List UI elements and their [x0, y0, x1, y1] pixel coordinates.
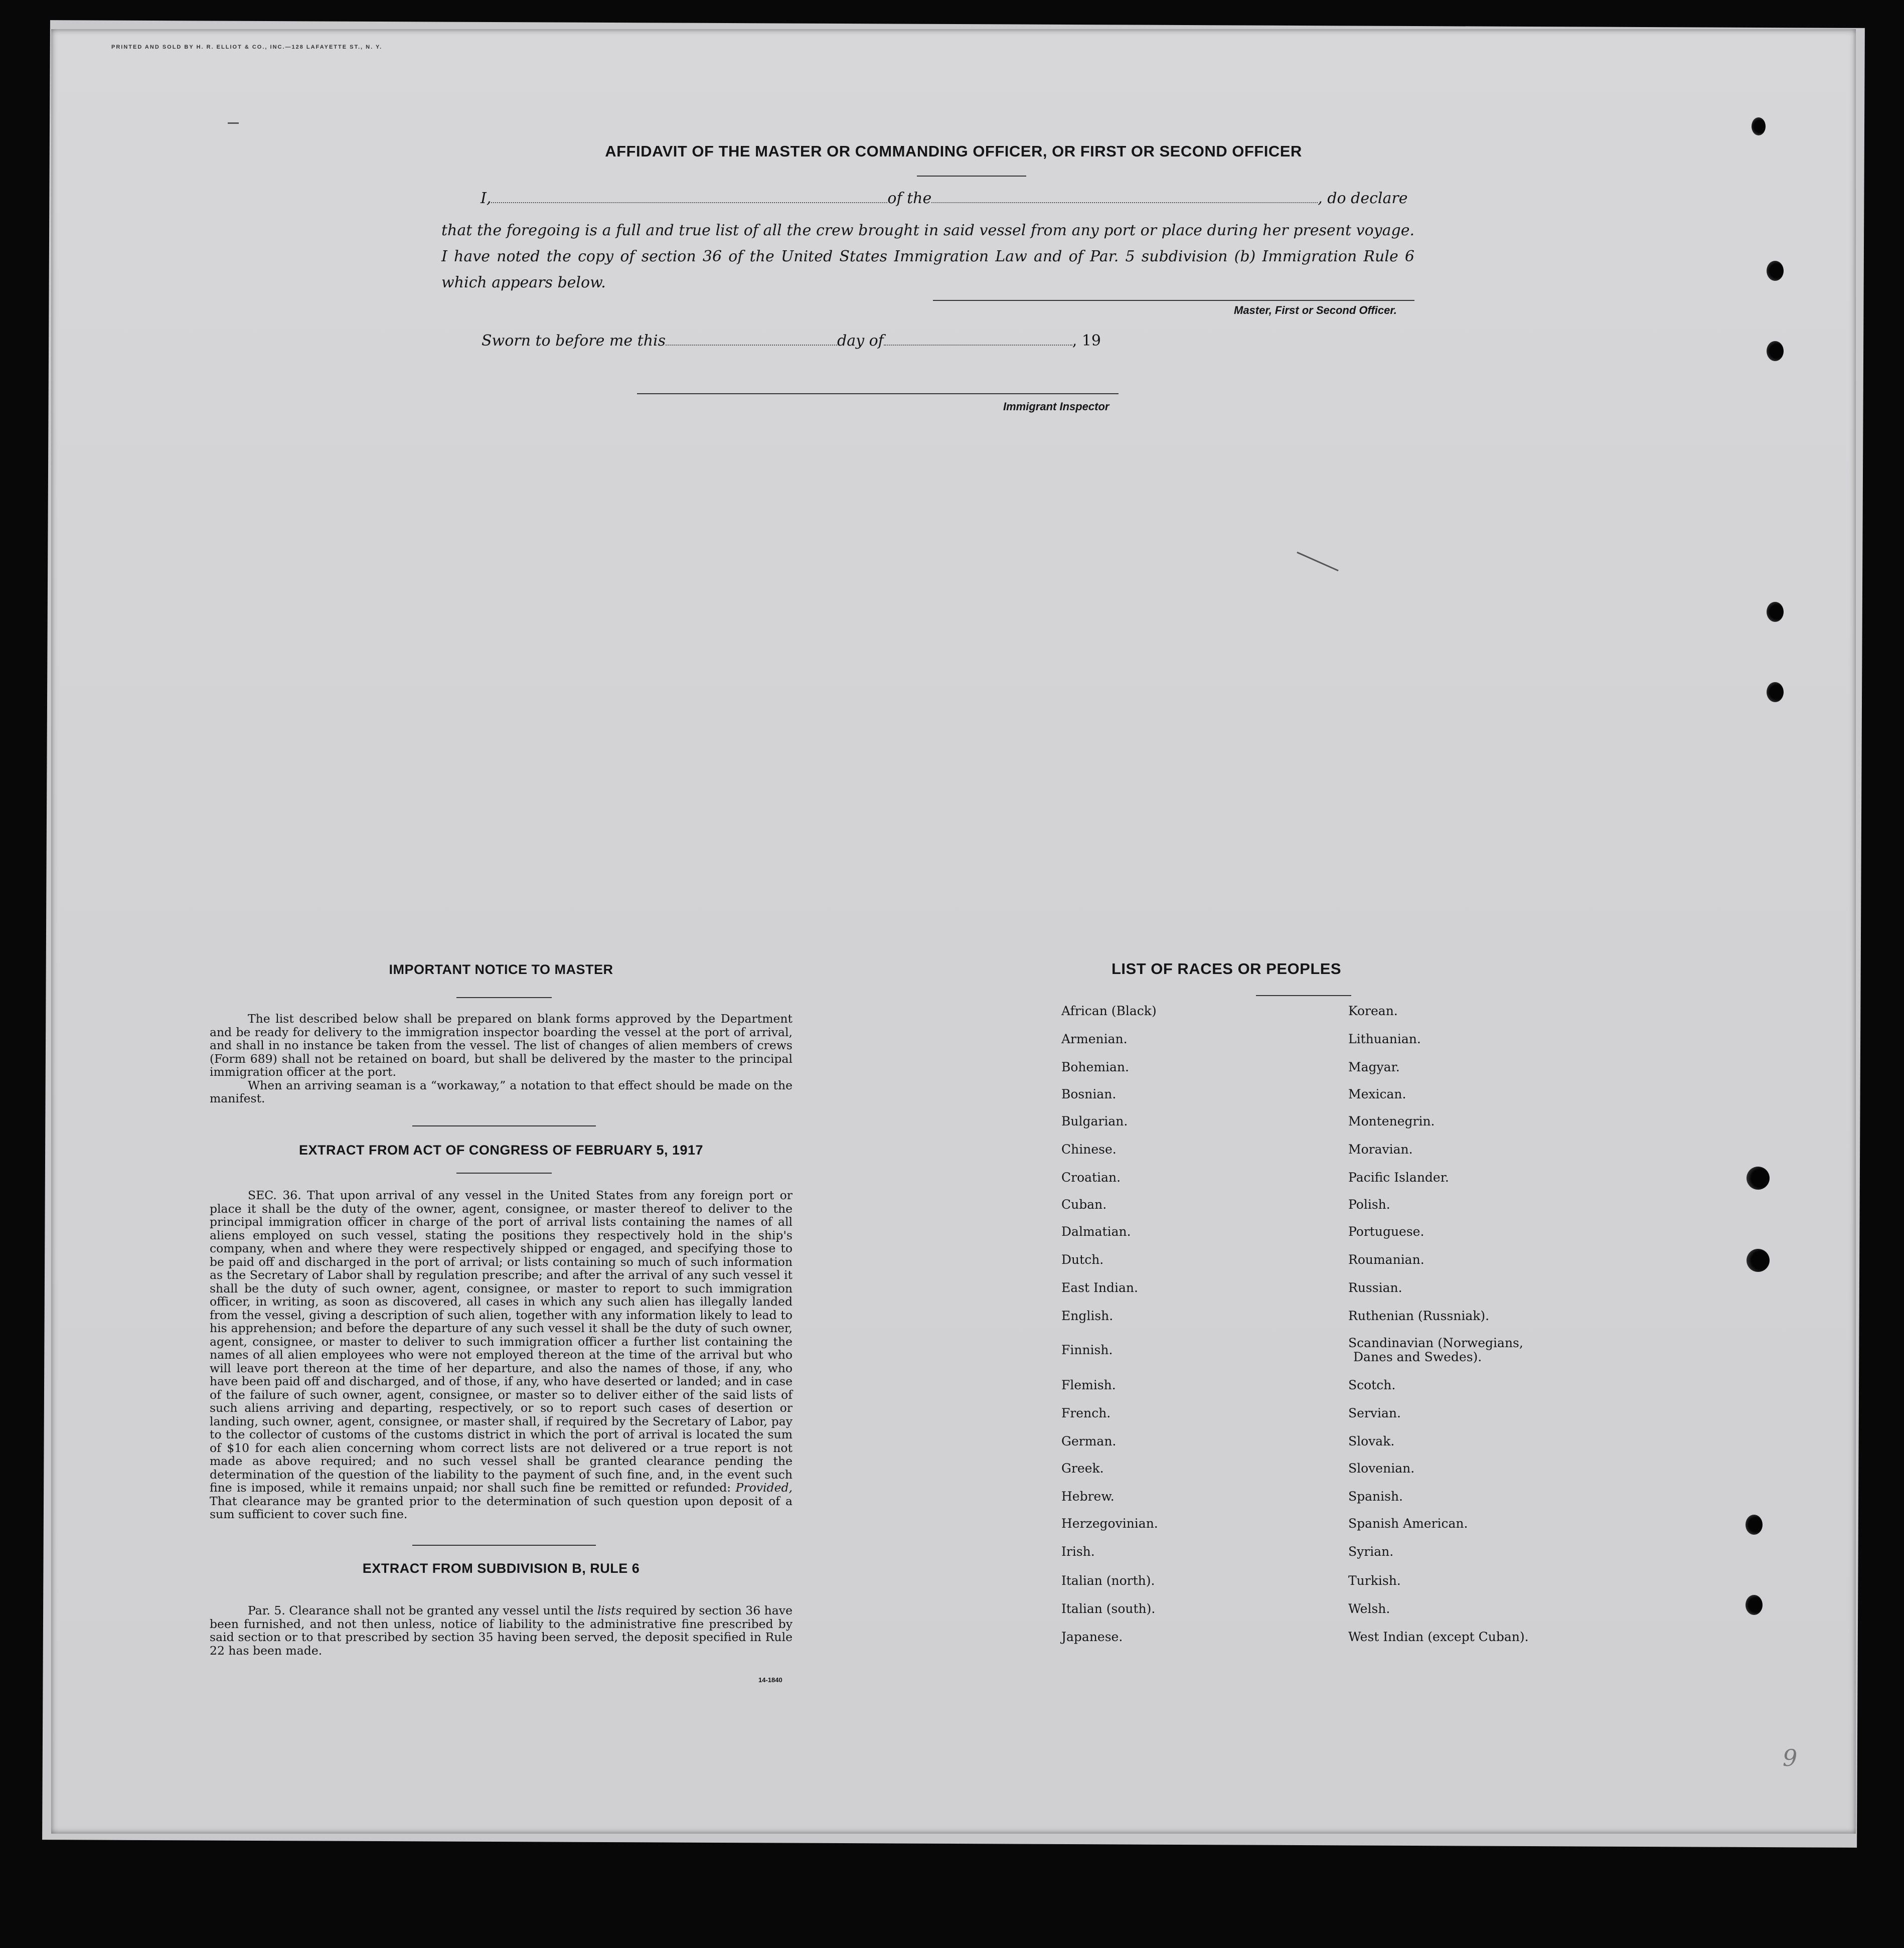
notice-rule: [456, 997, 552, 998]
act-proviso-text: That clearance may be granted prior to the determination of such question upon deposit of a sum sufficient to cover such fine.: [210, 1494, 792, 1521]
race-item: Scandinavian (Norwegians,: [1348, 1336, 1523, 1350]
race-item: Dutch.: [1061, 1252, 1104, 1267]
pencil-mark: [1297, 552, 1338, 571]
race-item: Pacific Islander.: [1348, 1170, 1449, 1185]
race-item: Scotch.: [1348, 1378, 1396, 1392]
race-item: Montenegrin.: [1348, 1114, 1435, 1128]
race-item: Moravian.: [1348, 1142, 1413, 1157]
race-item: Roumanian.: [1348, 1252, 1424, 1267]
punch-hole: [1752, 117, 1766, 135]
race-item: Irish.: [1061, 1544, 1095, 1559]
act-rule: [456, 1173, 552, 1174]
race-item: Korean.: [1348, 1004, 1398, 1018]
form-number: 14-1840: [758, 1676, 782, 1684]
race-item: Danes and Swedes).: [1353, 1350, 1482, 1364]
sworn-text: Sworn to before me this: [482, 332, 666, 350]
race-item: Turkish.: [1348, 1573, 1401, 1588]
race-item: Portuguese.: [1348, 1224, 1424, 1239]
punch-hole: [1767, 341, 1784, 361]
title-rule: [917, 176, 1026, 177]
sworn-month-field[interactable]: [884, 344, 1072, 346]
race-item: Italian (north).: [1061, 1573, 1155, 1588]
race-item: Slovak.: [1348, 1434, 1395, 1448]
notice-text: [210, 1012, 792, 1105]
act-section-36: [210, 1189, 792, 1521]
race-item: English.: [1061, 1309, 1114, 1323]
sworn-line: [482, 332, 1101, 350]
race-item: German.: [1061, 1434, 1117, 1448]
act-proviso: Provided,: [735, 1481, 792, 1495]
notice-divider: [412, 1125, 596, 1126]
race-item: Slovenian.: [1348, 1461, 1415, 1476]
race-item: Italian (south).: [1061, 1601, 1156, 1616]
sworn-day-of: day of: [837, 332, 884, 350]
race-item: Bohemian.: [1061, 1060, 1129, 1074]
rule-title: EXTRACT FROM SUBDIVISION B, RULE 6: [362, 1561, 640, 1576]
race-item: Bulgarian.: [1061, 1114, 1128, 1128]
race-item: Cuban.: [1061, 1197, 1107, 1212]
master-signature-label: Master, First or Second Officer.: [1234, 304, 1397, 316]
race-item: Finnish.: [1061, 1343, 1113, 1357]
race-item: Flemish.: [1061, 1378, 1116, 1392]
punch-hole: [1767, 261, 1784, 281]
race-item: East Indian.: [1061, 1280, 1138, 1295]
race-item: Magyar.: [1348, 1060, 1400, 1074]
declare-of-the: of the: [887, 190, 932, 207]
race-item: Syrian.: [1348, 1544, 1394, 1559]
affidavit-title: AFFIDAVIT OF THE MASTER OR COMMANDING OFFICER, OR FIRST OR SECOND OFFICER: [605, 142, 1302, 160]
race-item: Welsh.: [1348, 1601, 1390, 1616]
race-item: African (Black): [1061, 1004, 1157, 1018]
rule-text: [210, 1604, 792, 1657]
document-page: [51, 29, 1856, 1834]
race-item: Spanish.: [1348, 1489, 1403, 1504]
punch-hole: [1747, 1249, 1770, 1272]
vessel-field[interactable]: [931, 202, 1318, 203]
race-item: Russian.: [1348, 1280, 1402, 1295]
ink-mark: [228, 122, 239, 124]
rule-lists-word: lists: [597, 1603, 622, 1617]
declare-end: , do declare: [1318, 190, 1408, 207]
races-title: LIST OF RACES OR PEOPLES: [1112, 960, 1342, 978]
race-item: Croatian.: [1061, 1170, 1121, 1185]
rule-text-before: Par. 5. Clearance shall not be granted any vessel until the: [248, 1603, 594, 1617]
race-item: Mexican.: [1348, 1087, 1406, 1101]
act-text: [210, 1189, 792, 1521]
race-item: Servian.: [1348, 1406, 1401, 1420]
affidavit-statement: that the foregoing is a full and true list of all the crew brought in said vessel from any port or place during her present voyage. I have noted the copy of section 36 of the United States Immigration Law and of Par. 5 subdivision (b) Immigration Rule 6 which appears below.: [441, 222, 1414, 291]
race-item: Chinese.: [1061, 1142, 1117, 1157]
sworn-day-field[interactable]: [666, 344, 837, 346]
race-item: Lithuanian.: [1348, 1032, 1421, 1046]
punch-hole: [1746, 1595, 1763, 1615]
race-item: Dalmatian.: [1061, 1224, 1131, 1239]
races-rule: [1256, 995, 1351, 996]
race-item: Japanese.: [1061, 1630, 1123, 1644]
rule-paragraph: [210, 1604, 792, 1657]
rule-text-after: required by section 36 have been furnished, and not then unless, notice of liability to the administrative fine prescribed by said section or to that prescribed by section 35 having been served, the deposit specified in Rule 22 has been made.: [210, 1603, 792, 1658]
punch-hole: [1747, 1167, 1770, 1190]
master-signature-line[interactable]: [933, 300, 1414, 301]
inspector-signature-line[interactable]: [637, 393, 1119, 394]
printer-imprint: PRINTED AND SOLD BY H. R. ELLIOT & CO., INC.—128 LAFAYETTE ST., N. Y.: [111, 44, 383, 50]
punch-hole: [1767, 602, 1784, 622]
notice-title: IMPORTANT NOTICE TO MASTER: [389, 962, 613, 977]
sworn-year-prefix: , 19: [1072, 332, 1101, 350]
race-item: Hebrew.: [1061, 1489, 1115, 1504]
race-item: Spanish American.: [1348, 1516, 1468, 1531]
punch-hole: [1746, 1515, 1763, 1535]
notice-paragraph-1: The list described below shall be prepared on blank forms approved by the Department and be ready for delivery to the immigration inspector boarding the vessel at the port of arrival, and shall in no instance be taken from the vessel. The list of changes of alien members of crews (Form 689) shall not be retained on board, but shall be delivered by the master to the principal immigration officer at the port.: [210, 1012, 792, 1079]
act-divider: [412, 1545, 596, 1546]
race-item: Armenian.: [1061, 1032, 1128, 1046]
declare-i: I,: [481, 190, 492, 207]
race-item: French.: [1061, 1406, 1111, 1420]
race-item: Bosnian.: [1061, 1087, 1117, 1101]
inspector-label: Immigrant Inspector: [1003, 400, 1109, 413]
race-item: Ruthenian (Russniak).: [1348, 1309, 1490, 1323]
act-body: SEC. 36. That upon arrival of any vessel in the United States from any foreign port or place it shall be the duty of the owner, agent, consignee, or master thereof to deliver to the principal immigration officer in charge of the port of arrival lists containing the names of all aliens employed on such vessel, stating the positions they respectively hold in the ship's company, when and where they were respectively shipped or engaged, and specifying those to be paid off and discharged in the port of arrival; or lists containing so much of such information as the Secretary of Labor shall by regulation prescribe; and after the arrival of any such vessel it shall be the duty of such owner, agent, consignee, or master to report to such immigration officer, in writing, as soon as discovered, all cases in which any such alien has illegally landed from the vessel, giving a description of such alien, together with any information likely to lead to his apprehension; and before the departure of any such vessel it shall be the duty of such owner, agent, consignee, or master to deliver to such immigration officer a further list containing the names of all alien employees who were not employed thereon at the time of the arrival but who will leave port thereon at the time of her departure, and also the names of those, if any, who have been paid off and discharged, and of those, if any, who have deserted or landed; and in case of the failure of such owner, agent, consignee, or master so to deliver either of the said lists of such aliens arriving and departing, respectively, or so to report such cases of desertion or landing, such owner, agent, consignee, or master shall, if required by the Secretary of Labor, pay to the collector of customs of the customs district in which the port of arrival is located the sum of $10 for each alien concerning whom correct lists are not delivered or a true report is not made as above required; and no such vessel shall be granted clearance pending the determination of the question of the liability to the payment of such fine, and, in the event such fine is imposed, while it remains unpaid; nor shall such fine be remitted or refunded:: [210, 1188, 792, 1495]
race-item: Herzegovinian.: [1061, 1516, 1158, 1531]
notice-paragraph-2: When an arriving seaman is a “workaway,” a notation to that effect should be made on the manifest.: [210, 1078, 792, 1105]
punch-hole: [1767, 682, 1784, 702]
race-item: Polish.: [1348, 1197, 1390, 1212]
act-title: EXTRACT FROM ACT OF CONGRESS OF FEBRUARY 5, 1917: [298, 1143, 704, 1158]
handwritten-page-number: 9: [1783, 1744, 1798, 1771]
name-field[interactable]: [491, 202, 887, 203]
race-item: Greek.: [1061, 1461, 1104, 1476]
race-item: West Indian (except Cuban).: [1348, 1630, 1529, 1644]
affidavit-declare-line: [481, 190, 1407, 207]
